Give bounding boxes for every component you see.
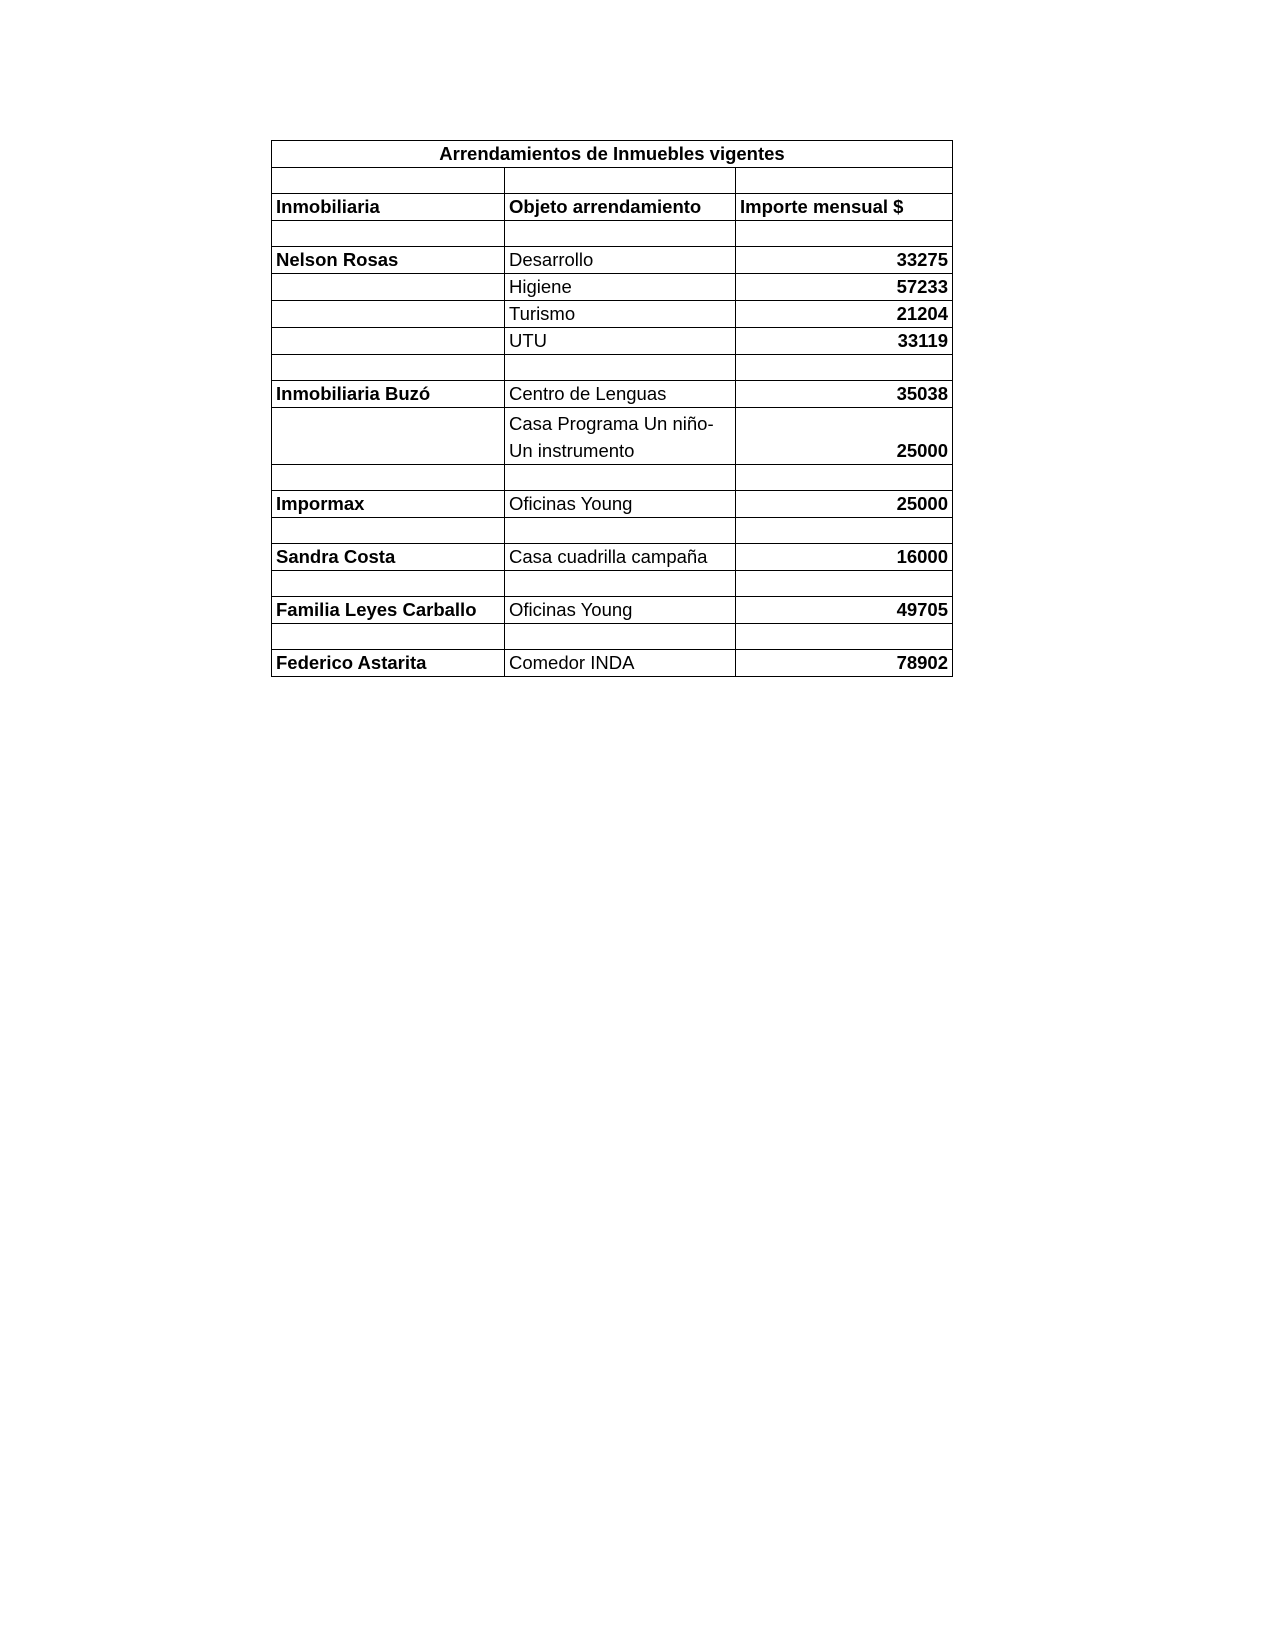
objeto-cell [505, 518, 736, 544]
objeto-cell: Oficinas Young [505, 597, 736, 624]
header-objeto: Objeto arrendamiento [505, 194, 736, 221]
importe-cell: 78902 [736, 650, 953, 677]
table-row [272, 221, 953, 247]
objeto-cell: Centro de Lenguas [505, 381, 736, 408]
table-row [272, 408, 953, 465]
cell [272, 168, 505, 194]
table-row [272, 650, 953, 677]
objeto-cell: Casa Programa Un niño- Un instrumento [505, 408, 736, 465]
objeto-cell: Desarrollo [505, 247, 736, 274]
inmobiliaria-cell: Familia Leyes Carballo [272, 597, 505, 624]
table-row [272, 597, 953, 624]
table-title: Arrendamientos de Inmuebles vigentes [272, 141, 953, 168]
inmobiliaria-cell [272, 465, 505, 491]
importe-cell: 33119 [736, 328, 953, 355]
objeto-cell [505, 221, 736, 247]
inmobiliaria-cell: Inmobiliaria Buzó [272, 381, 505, 408]
blank-row [272, 168, 953, 194]
header-inmobiliaria: Inmobiliaria [272, 194, 505, 221]
leases-table [271, 140, 953, 677]
importe-cell: 33275 [736, 247, 953, 274]
table-row [272, 465, 953, 491]
objeto-cell: Higiene [505, 274, 736, 301]
inmobiliaria-cell: Impormax [272, 491, 505, 518]
objeto-cell [505, 624, 736, 650]
table-row [272, 381, 953, 408]
importe-cell: 16000 [736, 544, 953, 571]
inmobiliaria-cell [272, 518, 505, 544]
table-row [272, 518, 953, 544]
importe-cell [736, 355, 953, 381]
importe-cell [736, 518, 953, 544]
importe-cell: 35038 [736, 381, 953, 408]
header-row [272, 194, 953, 221]
importe-cell [736, 465, 953, 491]
importe-cell: 21204 [736, 301, 953, 328]
objeto-cell [505, 355, 736, 381]
table-row [272, 355, 953, 381]
importe-cell [736, 571, 953, 597]
inmobiliaria-cell [272, 355, 505, 381]
importe-cell: 49705 [736, 597, 953, 624]
table-row [272, 624, 953, 650]
table-row [272, 247, 953, 274]
objeto-cell: UTU [505, 328, 736, 355]
table-row [272, 491, 953, 518]
objeto-cell [505, 571, 736, 597]
importe-cell: 25000 [736, 408, 953, 465]
inmobiliaria-cell [272, 221, 505, 247]
inmobiliaria-cell [272, 328, 505, 355]
header-importe: Importe mensual $ [736, 194, 953, 221]
importe-cell [736, 624, 953, 650]
importe-cell: 57233 [736, 274, 953, 301]
objeto-cell: Comedor INDA [505, 650, 736, 677]
objeto-cell: Casa cuadrilla campaña [505, 544, 736, 571]
importe-cell: 25000 [736, 491, 953, 518]
inmobiliaria-cell: Federico Astarita [272, 650, 505, 677]
inmobiliaria-cell: Nelson Rosas [272, 247, 505, 274]
inmobiliaria-cell [272, 408, 505, 465]
importe-cell [736, 221, 953, 247]
inmobiliaria-cell [272, 624, 505, 650]
inmobiliaria-cell [272, 571, 505, 597]
table-row [272, 328, 953, 355]
inmobiliaria-cell [272, 301, 505, 328]
table-row [272, 301, 953, 328]
objeto-cell: Oficinas Young [505, 491, 736, 518]
title-row [272, 141, 953, 168]
inmobiliaria-cell: Sandra Costa [272, 544, 505, 571]
cell [505, 168, 736, 194]
table-row [272, 544, 953, 571]
objeto-cell [505, 465, 736, 491]
inmobiliaria-cell [272, 274, 505, 301]
table-row [272, 571, 953, 597]
objeto-cell: Turismo [505, 301, 736, 328]
cell [736, 168, 953, 194]
table-row [272, 274, 953, 301]
